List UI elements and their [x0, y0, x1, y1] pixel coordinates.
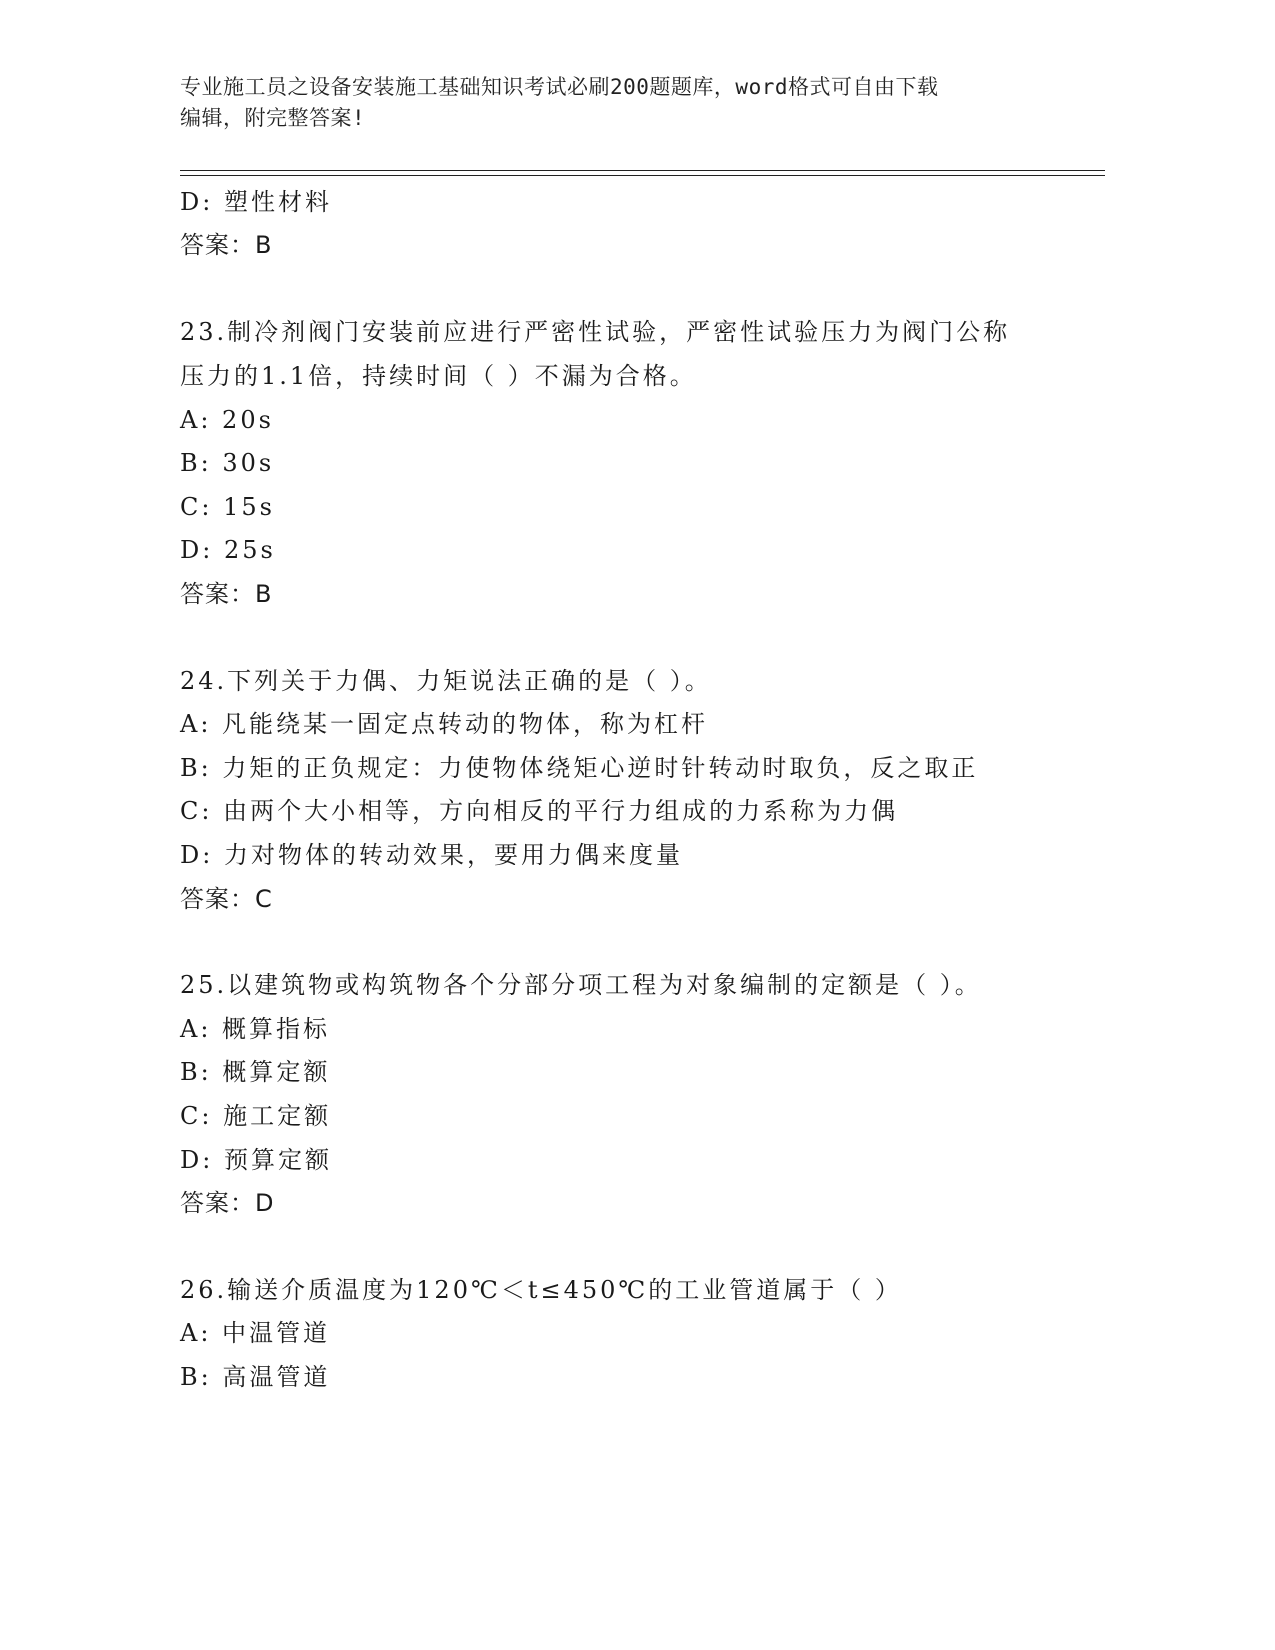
q25-option-a: A: 概算指标: [180, 1015, 331, 1043]
q25-option-c: C: 施工定额: [180, 1102, 332, 1130]
q24-option-c: C: 由两个大小相等，方向相反的平行力组成的力系称为力偶: [180, 797, 899, 825]
q26-option-a: A: 中温管道: [180, 1319, 331, 1347]
q23-option-c: C: 15s: [180, 493, 275, 521]
q23-option-d: D: 25s: [180, 536, 276, 564]
document-header: [180, 72, 1040, 134]
q23-stem-line-2: 压力的1.1倍，持续时间（ ）不漏为合格。: [180, 362, 697, 390]
q23-stem-line-1: 23.制冷剂阀门安装前应进行严密性试验，严密性试验压力为阀门公称: [180, 318, 1011, 346]
q24-answer: 答案：C: [180, 885, 273, 913]
q24-option-d: D: 力对物体的转动效果，要用力偶来度量: [180, 841, 683, 869]
header-line-2: 编辑，附完整答案!: [180, 106, 366, 130]
q25-option-b: B: 概算定额: [180, 1058, 331, 1086]
q26-option-b: B: 高温管道: [180, 1363, 331, 1391]
prev-answer: 答案：B: [180, 231, 273, 259]
prev-option-d: D: 塑性材料: [180, 188, 332, 216]
header-line-1: 专业施工员之设备安装施工基础知识考试必刷200题题库，word格式可自由下载: [180, 75, 939, 99]
q26-stem: 26.输送介质温度为120℃＜t≤450℃的工业管道属于（ ）: [180, 1276, 902, 1304]
header-divider-bottom: [180, 175, 1105, 176]
q23-answer: 答案：B: [180, 580, 273, 608]
q25-answer: 答案：D: [180, 1189, 275, 1217]
header-divider-top: [180, 170, 1105, 171]
q24-option-b: B: 力矩的正负规定：力使物体绕矩心逆时针转动时取负，反之取正: [180, 754, 979, 782]
q25-option-d: D: 预算定额: [180, 1146, 332, 1174]
q24-stem: 24.下列关于力偶、力矩说法正确的是（ ）。: [180, 667, 712, 695]
q24-option-a: A: 凡能绕某一固定点转动的物体，称为杠杆: [180, 710, 709, 738]
q23-option-a: A: 20s: [180, 406, 274, 434]
q23-option-b: B: 30s: [180, 449, 275, 477]
q25-stem: 25.以建筑物或构筑物各个分部分项工程为对象编制的定额是（ ）。: [180, 971, 982, 999]
